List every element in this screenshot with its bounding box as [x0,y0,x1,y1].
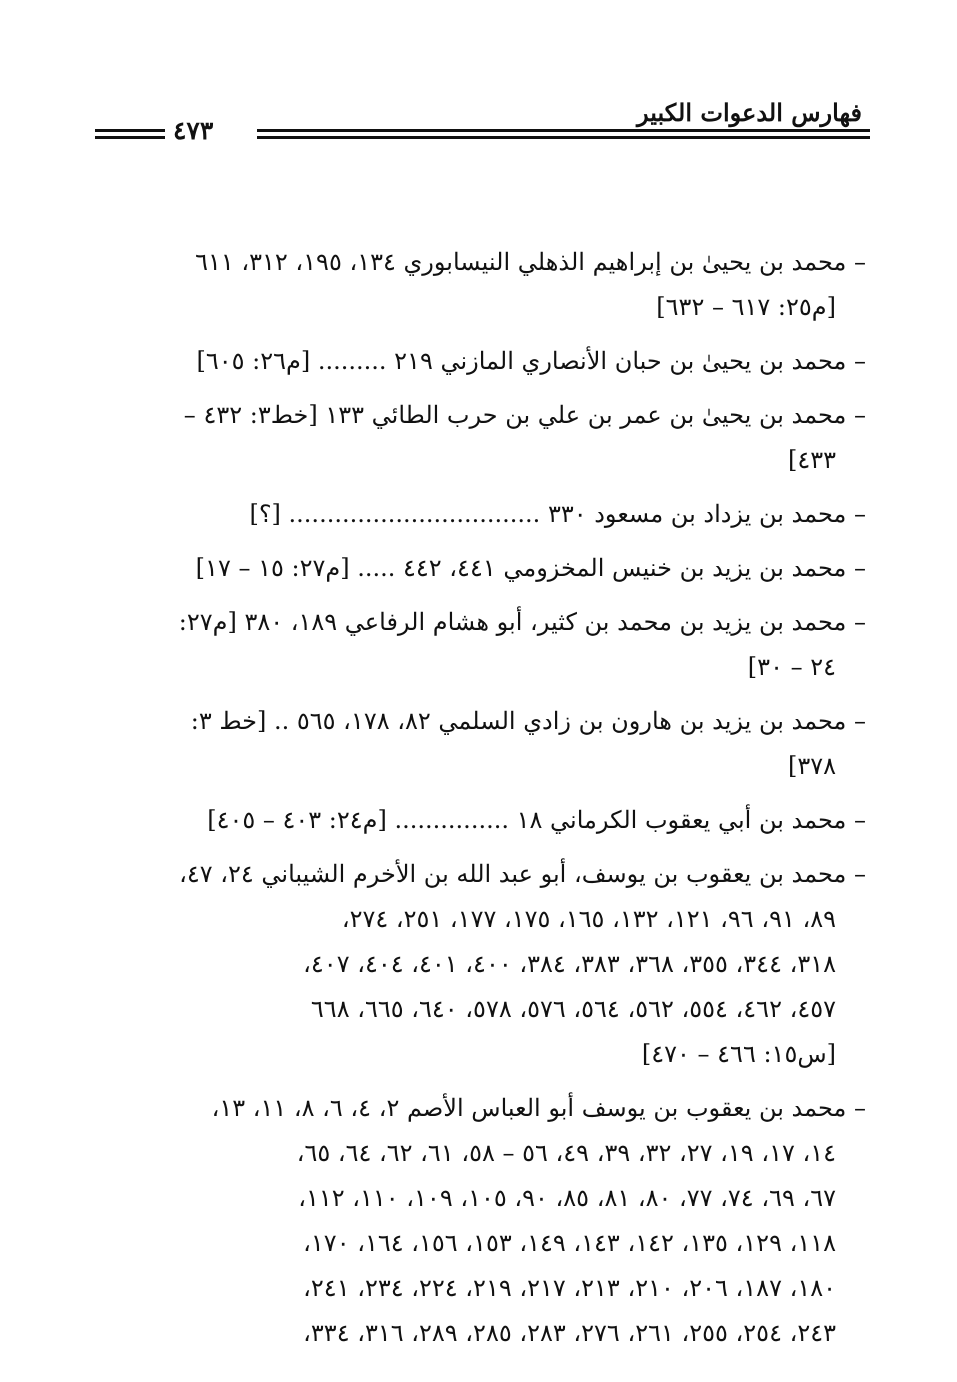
entry-line: ٨٩، ٩١، ٩٦، ١٢١، ١٣٢، ١٦٥، ١٧٥، ١٧٧، ٢٥١، ٢٧٤، [341,905,836,933]
page-number: ٤٧٣ [173,116,214,145]
index-entry [100,393,866,483]
index-entry [100,339,866,384]
entry-line: – محمد بن يزداد بن مسعود ٣٣٠ ................................. [؟] [249,500,866,528]
index-entry [100,852,866,1077]
entry-line: – محمد بن يعقوب بن يوسف أبو العباس الأصم ٢، ٤، ٦، ٨، ١١، ١٣، [211,1094,866,1122]
entry-line: [س١٥: ٤٦٦ – ٤٧٠] [641,1040,836,1068]
index-entry [100,798,866,843]
entry-line: – محمد بن يعقوب بن يوسف، أبو عبد الله بن الأخرم الشيباني ٢٤، ٤٧، [179,860,866,888]
entry-line: – محمد بن يحيىٰ بن عمر بن علي بن حرب الطائي ١٣٣ [خط٣: ٤٣٢ – [183,401,866,429]
index-entry [100,492,866,537]
index-entry [100,699,866,789]
index-entry [100,600,866,690]
entry-line: ١٨٠، ١٨٧، ٢٠٦، ٢١٠، ٢١٣، ٢١٧، ٢١٩، ٢٢٤، ٢٣٤، ٢٤١، [303,1274,836,1302]
entry-line: – محمد بن يحيىٰ بن إبراهيم الذهلي النيسابوري ١٣٤، ١٩٥، ٣١٢، ٦١١ [195,248,866,276]
entry-line: ٣١٨، ٣٤٤، ٣٥٥، ٣٦٨، ٣٨٣، ٣٨٤، ٤٠٠، ٤٠١، ٤٠٤، ٤٠٧، [303,950,836,978]
header-rule [95,136,165,139]
entry-line: ١١٨، ١٢٩، ١٣٥، ١٤٢، ١٤٣، ١٤٩، ١٥٣، ١٥٦، ١٦٤، ١٧٠، [303,1229,836,1257]
index-entry [100,546,866,591]
entry-line: ٤٥٧، ٤٦٢، ٥٥٤، ٥٦٢، ٥٦٤، ٥٧٦، ٥٧٨، ٦٤٠، ٦٦٥، ٦٦٨ [310,995,836,1023]
entry-line: – محمد بن يزيد بن هارون بن زادي السلمي ٨٢، ١٧٨، ٥٦٥ .. [خط ٣: [190,707,866,735]
header-rule [257,136,870,139]
entry-line: ٢٤ – ٣٠] [747,653,836,681]
entry-line: – محمد بن يحيىٰ بن حبان الأنصاري المازني ٢١٩ ......... [م٢٦: ٦٠٥] [196,347,866,375]
header-rule [257,129,870,132]
index-entry [100,240,866,330]
entry-line: ٣٧٨] [787,752,836,780]
index-entries [100,240,866,1365]
book-title: فهارس الدعوات الكبير [637,98,862,127]
entry-line: – محمد بن يزيد بن محمد بن كثير، أبو هشام الرفاعي ١٨٩، ٣٨٠ [م٢٧: [178,608,866,636]
index-entry [100,1086,866,1356]
entry-line: ٢٤٣، ٢٥٤، ٢٥٥، ٢٦١، ٢٧٦، ٢٨٣، ٢٨٥، ٢٨٩، ٣١٦، ٣٣٤، [303,1319,836,1347]
entry-line: ١٤، ١٧، ١٩، ٢٧، ٣٢، ٣٩، ٤٩، ٥٦ – ٥٨، ٦١، ٦٢، ٦٤، ٦٥، [296,1139,836,1167]
entry-line: ٦٧، ٦٩، ٧٤، ٧٧، ٨٠، ٨١، ٨٥، ٩٠، ١٠٥، ١٠٩، ١١٠، ١١٢، [298,1184,836,1212]
entry-line: – محمد بن يزيد بن خنيس المخزومي ٤٤١، ٤٤٢ ..... [م٢٧: ١٥ – ١٧] [195,554,866,582]
entry-line: – محمد بن أبي يعقوب الكرماني ١٨ ............... [م٢٤: ٤٠٣ – ٤٠٥] [207,806,866,834]
running-header [95,92,870,152]
entry-line: ٤٣٣] [787,446,836,474]
header-rule [95,129,165,132]
entry-line: [م٢٥: ٦١٧ – ٦٣٢] [656,293,836,321]
